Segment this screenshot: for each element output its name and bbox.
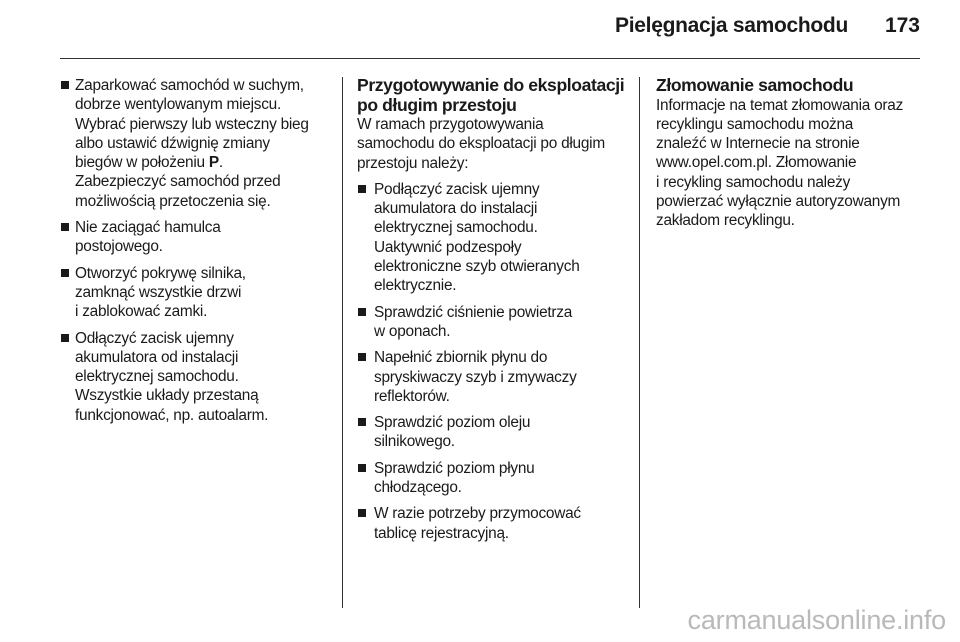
section-heading-scrapping: Złomowanie samochodu [656, 75, 854, 95]
text-line: Zaparkować samochód w suchym, [75, 77, 304, 94]
list-item [357, 348, 631, 406]
text-line: w oponach. [374, 322, 451, 340]
square-bullet-icon [61, 223, 69, 231]
gear-prefix: biegów w położeniu [75, 154, 209, 172]
header-rule [60, 58, 920, 59]
list-item [60, 329, 336, 425]
text-line-gear [75, 153, 336, 172]
text-line: Sprawdzić ciśnienie powietrza [374, 303, 573, 321]
list-item [357, 303, 631, 342]
column-divider-left [342, 77, 343, 608]
text-line: tablicę rejestracyjną. [374, 524, 509, 542]
square-bullet-icon [358, 418, 366, 426]
text-line: Nie zaciągać hamulca [75, 219, 221, 237]
text-line: Informacje na temat złomowania oraz [656, 96, 904, 114]
text-line: dobrze wentylowanym miejscu. [75, 96, 281, 114]
text-line: Sprawdzić poziom oleju [374, 414, 531, 432]
text-line: samochodu do eksploatacji po długim [357, 135, 605, 153]
text-line: akumulatora od instalacji [75, 348, 239, 366]
gear-position: P [208, 154, 219, 172]
heading-line: po długim przestoju [357, 94, 517, 115]
text-line: i zablokować zamki. [75, 303, 208, 321]
text-line: W ramach przygotowywania [357, 116, 544, 133]
text-line: zamknąć wszystkie drzwi [75, 283, 242, 301]
text-line: postojowego. [75, 238, 163, 256]
text-line: akumulatora do instalacji [374, 200, 538, 218]
text-line: elektrycznej samochodu. [75, 368, 239, 386]
text-line: Zabezpieczyć samochód przed [75, 173, 281, 191]
text-line: przestoju należy: [357, 154, 469, 172]
column-preparation [357, 76, 631, 550]
gear-suffix: . [218, 154, 223, 172]
square-bullet-icon [61, 334, 69, 342]
column-divider-right [639, 77, 640, 608]
text-line: Sprawdzić poziom płynu [374, 459, 535, 477]
section-intro [357, 115, 631, 173]
list-item [357, 504, 631, 543]
text-line: znaleźć w Internecie na stronie [656, 135, 860, 153]
page-number: 173 [884, 14, 920, 37]
preparation-steps-list [357, 180, 631, 543]
text-line: Odłączyć zacisk ujemny [75, 329, 234, 347]
text-line: reflektorów. [374, 387, 450, 405]
text-line: i recykling samochodu należy [656, 173, 851, 191]
section-body-scrapping [656, 96, 926, 231]
text-line: spryskiwaczy szyb i zmywaczy [374, 368, 577, 386]
heading-line: Przygotowywanie do eksploatacji [357, 75, 625, 95]
watermark: carmanualsonline.info [687, 605, 946, 635]
parking-steps-list [60, 76, 336, 425]
list-item [60, 76, 336, 211]
list-item [60, 264, 336, 322]
text-line: elektroniczne szyb otwieranych [374, 258, 580, 276]
list-item [357, 459, 631, 498]
text-line: albo ustawić dźwignię zmiany [75, 134, 270, 152]
column-scrapping [656, 76, 926, 231]
text-line: Otworzyć pokrywę silnika, [75, 264, 246, 282]
text-line-website: www.opel.com.pl. Złomowanie [656, 154, 857, 172]
list-item [357, 413, 631, 452]
list-item [60, 218, 336, 257]
text-line: Wszystkie układy przestaną [75, 387, 259, 405]
text-line: możliwością przetoczenia się. [75, 192, 271, 210]
column-parking-steps [60, 76, 336, 432]
text-line: Wybrać pierwszy lub wsteczny bieg [75, 115, 309, 133]
square-bullet-icon [358, 185, 366, 193]
text-line: Napełnić zbiornik płynu do [374, 349, 548, 367]
text-line: Podłączyć zacisk ujemny [374, 180, 540, 198]
section-heading-preparation [357, 76, 631, 115]
square-bullet-icon [61, 81, 69, 89]
square-bullet-icon [358, 308, 366, 316]
text-line: funkcjonować, np. autoalarm. [75, 406, 269, 424]
square-bullet-icon [358, 509, 366, 517]
page-header-title: Pielęgnacja samochodu [615, 14, 848, 37]
square-bullet-icon [61, 269, 69, 277]
text-line: recyklingu samochodu można [656, 115, 854, 133]
text-line: powierzać wyłącznie autoryzowanym [656, 192, 901, 210]
text-line: elektrycznie. [374, 277, 457, 295]
square-bullet-icon [358, 464, 366, 472]
text-line: silnikowego. [374, 433, 455, 451]
text-line: elektrycznej samochodu. [374, 219, 538, 237]
text-line: chłodzącego. [374, 479, 462, 497]
list-item [357, 180, 631, 296]
text-line: zakładom recyklingu. [656, 212, 795, 230]
square-bullet-icon [358, 353, 366, 361]
text-line: Uaktywnić podzespoły [374, 238, 522, 256]
text-line: W razie potrzeby przymocować [374, 505, 581, 523]
